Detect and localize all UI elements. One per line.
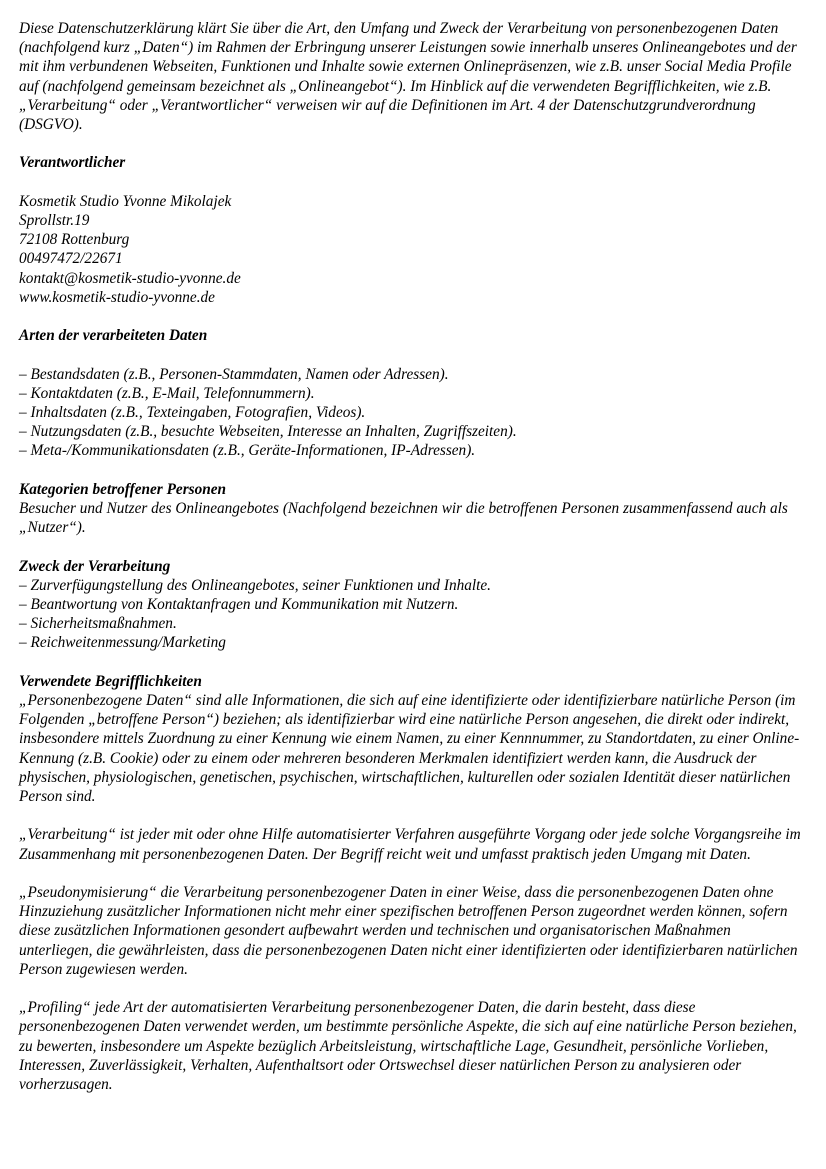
email: kontakt@kosmetik-studio-yvonne.de: [19, 269, 241, 287]
list-item: – Zurverfügungstellung des Onlineangebotes, seiner Funktionen und Inhalte.: [19, 576, 492, 594]
list-item: – Inhaltsdaten (z.B., Texteingaben, Fotografien, Videos).: [19, 404, 366, 421]
term-profiling: „Profiling“ jede Art der automatisierten Verarbeitung personenbezogener Daten, die darin besteht, dass diese personenbezogenen Daten verwendet werden, um bestimmte persönliche Aspekte, die sich auf eine natürliche Person beziehen, zu bewerten, insbesondere um Aspekte bezüglich Arbeitsleistung, wirtschaftliche Lage, Gesundheit, persönliche Vorlieben, Interessen, Zuverlässigkeit, Verhalten, Aufenthaltsort oder Ortswechsel dieser natürlichen Person zu analysieren oder vorherzusagen.: [19, 999, 797, 1094]
intro-paragraph: Diese Datenschutzerklärung klärt Sie über die Art, den Umfang und Zweck der Verarbeitung von personenbezogenen Daten (nachfolgend kurz „Daten“) im Rahmen der Erbringung unserer Leistungen sowie innerhalb unseres Onlineangebotes und der mit ihm verbundenen Webseiten, Funktionen und Inhalte sowie externen Onlinepräsenzen, wie z.B. unser Social Media Profile auf (nachfolgend gemeinsam bezeichnet als „Onlineangebot“). Im Hinblick auf die verwendeten Begrifflichkeiten, wie z.B. „Verarbeitung“ oder „Verantwortlicher“ verweisen wir auf die Definitionen im Art. 4 der Datenschutzgrundverordnung (DSGVO).: [19, 20, 797, 134]
list-item: – Nutzungsdaten (z.B., besuchte Webseiten, Interesse an Inhalten, Zugriffszeiten).: [19, 423, 517, 441]
list-item: – Bestandsdaten (z.B., Personen-Stammdaten, Namen oder Adressen).: [19, 365, 449, 383]
list-item: – Sicherheitsmaßnahmen.: [19, 615, 177, 633]
data-types-heading: Arten der verarbeiteten Daten: [19, 327, 208, 345]
term-personal-data: „Personenbezogene Daten“ sind alle Informationen, die sich auf eine identifizierte oder identifizierbare natürliche Person (im Folgenden „betroffene Person“) beziehen; als identifizierbar wird eine natürliche Person angesehen, die direkt oder indirekt, insbesondere mittels Zuordnung zu einer Kennung wie einem Namen, zu einer Kennnummer, zu Standortdaten, zu einer Online-Kennung (z.B. Cookie) oder zu einem oder mehreren besonderen Merkmalen identifiziert werden kann, die Ausdruck der physischen, physiologischen, genetischen, psychischen, wirtschaftlichen, kulturellen oder sozialen Identität dieser natürlichen Person sind.: [19, 692, 800, 806]
list-item: – Beantwortung von Kontaktanfragen und Kommunikation mit Nutzern.: [19, 596, 459, 613]
phone: 00497472/22671: [19, 250, 123, 268]
terms-heading: Verwendete Begrifflichkeiten: [19, 672, 202, 690]
purpose-heading: Zweck der Verarbeitung: [19, 557, 171, 575]
purpose-list: [19, 576, 808, 653]
list-item: – Kontaktdaten (z.B., E-Mail, Telefonnummern).: [19, 384, 315, 402]
categories-heading: Kategorien betroffener Personen: [19, 480, 227, 498]
responsible-heading: Verantwortlicher: [19, 154, 126, 172]
term-pseudonymisation: „Pseudonymisierung“ die Verarbeitung personenbezogener Daten in einer Weise, dass die personenbezogenen Daten ohne Hinzuziehung zusätzlicher Informationen nicht mehr einer spezifischen betroffenen Person zugeordnet werden können, sofern diese zusätzlichen Informationen gesondert aufbewahrt werden und technischen und organisatorischen Maßnahmen unterliegen, die gewährleisten, dass die personenbezogenen Daten nicht einer identifizierten oder identifizierbaren natürlichen Person zugewiesen werden.: [19, 884, 798, 978]
list-item: – Reichweitenmessung/Marketing: [19, 634, 226, 652]
company-name: Kosmetik Studio Yvonne Mikolajek: [19, 192, 232, 210]
term-processing: „Verarbeitung“ ist jeder mit oder ohne Hilfe automatisierter Verfahren ausgeführte Vorgang oder jede solche Vorgangsreihe im Zusammenhang mit personenbezogenen Daten. Der Begriff reicht weit und umfasst praktisch jeden Umgang mit Daten.: [19, 826, 801, 863]
data-types-list: [19, 365, 808, 461]
responsible-address: [19, 192, 808, 307]
website: www.kosmetik-studio-yvonne.de: [19, 288, 215, 306]
list-item: – Meta-/Kommunikationsdaten (z.B., Geräte-Informationen, IP-Adressen).: [19, 442, 476, 460]
categories-text: Besucher und Nutzer des Onlineangebotes (Nachfolgend bezeichnen wir die betroffenen Personen zusammenfassend auch als „Nutzer“).: [19, 500, 788, 537]
city: 72108 Rottenburg: [19, 231, 130, 249]
street: Sprollstr.19: [19, 212, 90, 229]
